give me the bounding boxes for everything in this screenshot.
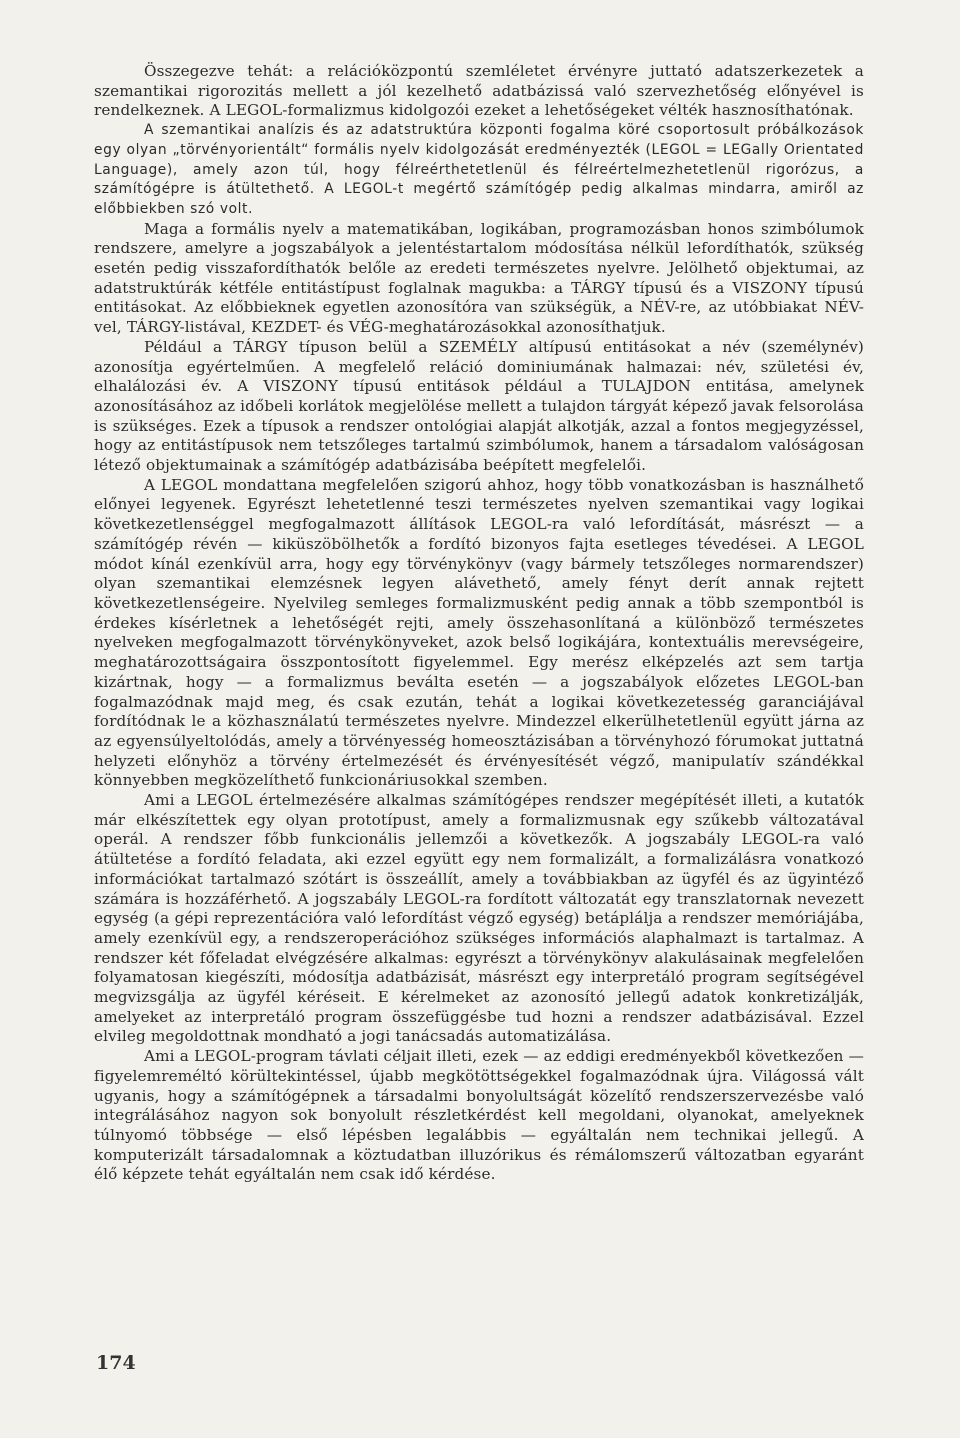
- paragraph-5: A LEGOL mondattana megfelelően szigorú ahhoz, hogy több vonatkozásban is használhető előnyei legyenek. Egyrészt lehetetlenné teszi természetes nyelven szemantikai vagy logikai következetlenséggel megfogalmazott állítások LEGOL-ra való lefordítását, másrészt — a számítógép révén — kiküszöbölhetők a fordító bizonyos fajta esetleges tévedései. A LEGOL módot kínál ezenkívül arra, hogy egy törvénykönyv (vagy bármely tetszőleges normarendszer) olyan szemantikai elemzésnek legyen alávethető, amely fényt derít annak rejtett következetlenségeire. Nyelvileg semleges formalizmusként pedig annak a több szempontból is érdekes kísérletnek a lehetőségét rejti, amely összehasonlítaná a különböző természetes nyelveken megfogalmazott törvénykönyveket, azok belső logikájára, kontextuális merevségeire, meghatározottságaira összpontosított figyelemmel. Egy merész elképzelés azt sem tartja kizártnak, hogy — a formalizmus beválta esetén — a jogszabályok előzetes LEGOL-ban fogalmazódnak majd meg, és csak ezután, tehát a logikai következetesség garanciájával fordítódnak le a közhasználatú természetes nyelvre. Mindezzel elkerülhetetlenül együtt járna az az egyensúlyeltolódás, amely a törvényesség homeosztázisában a törvényhozó fórumokat juttatná helyzeti előnyhöz a törvény értelmezését és érvényesítését végző, manipulatív szándékkal könnyebben megközelíthető funkcionáriusokkal szemben.: [94, 475, 864, 790]
- paragraph-2: A szemantikai analízis és az adatstruktúra központi fogalma köré csoportosult próbálkozások egy olyan „törvényorientált“ formális nyelv kidolgozását eredményezték (LEGOL = LEGally Orientated Language), amely azon túl, hogy félreérthetetlenül és félreértelmezhetetlenül rigorózus, a számítógépre is átültethető. A LEGOL-t megértő számítógép pedig alkalmas mindarra, amiről az előbbiekben szó volt.: [94, 122, 864, 217]
- paragraph-7: Ami a LEGOL-program távlati céljait illeti, ezek — az eddigi eredményekből következően — figyelemreméltó körültekintéssel, újabb megkötöttségekkel fogalmazódnak újra. Világossá vált ugyanis, hogy a számítógépnek a társadalmi bonyolultságát közelítő rendszerszervezésbe való integrálásához nagyon sok bonyolult részletkérdést kell megoldani, olyanokat, amelyeknek túlnyomó többsége — első lépésben legalábbis — egyáltalán nem technikai jellegű. A komputerizált társadalomnak a köztudatban illuzórikus és rémálomszerű változatban egyaránt élő képzete tehát egyáltalán nem csak idő kérdése.: [94, 1047, 864, 1184]
- paragraph-3: Maga a formális nyelv a matematikában, logikában, programozásban honos szimbólumok rendszere, amelyre a jogszabályok a jelentéstartalom módosítása nélkül lefordíthatók, szükség esetén pedig visszafordíthatók belőle az eredeti természetes nyelvre. Jelölhető objektumai, az adatstruktúrák kétféle entitástípust foglalnak magukba: a TÁRGY típusú és a VISZONY típusú entitásokat. Az előbbieknek egyetlen azonosítóra van szükségük, a NÉV-re, az utóbbiakat NÉV-vel, TÁRGY-listával, KEZDET- és VÉG-meghatározásokkal azonosíthatjuk.: [94, 219, 864, 337]
- body-text: [94, 62, 864, 1185]
- paragraph-4: Például a TÁRGY típuson belül a SZEMÉLY altípusú entitásokat a név (személynév) azonosítja egyértelműen. A megfelelő reláció dominiumának halmazai: név, születési év, elhalálozási év. A VISZONY típusú entitások például a TULAJDON entitása, amelynek azonosításához az időbeli korlátok megjelölése mellett a tulajdon tárgyát képező javak felsorolása is szükséges. Ezek a típusok a rendszer ontológiai alapját alkotják, azzal a fontos megjegyzéssel, hogy az entitástípusok nem tetszőleges tartalmú szimbólumok, hanem a társadalom valóságosan létező objektumainak a számítógép adatbázisába beépített megfelelői.: [94, 337, 864, 475]
- page-number: 174: [96, 1352, 136, 1374]
- paragraph-6: Ami a LEGOL értelmezésére alkalmas számítógépes rendszer megépítését illeti, a kutatók már elkészítettek egy olyan prototípust, amely a formalizmusnak egy szűkebb változatával operál. A rendszer főbb funkcionális jellemzői a következők. A jogszabály LEGOL-ra való átültetése a fordító feladata, aki ezzel együtt egy nem formalizált, a formalizálásra vonatkozó információkat tartalmazó szótárt is összeállít, amely a továbbiakban az ügyfél és az ügyintéző számára is hozzáférhető. A jogszabály LEGOL-ra fordított változatát egy transzlatornak nevezett egység (a gépi reprezentációra való lefordítást végző egység) betáplálja a rendszer memóriájába, amely ezenkívül egy, a rendszeroperációhoz szükséges információs alaphalmazt is tartalmaz. A rendszer két főfeladat elvégzésére alkalmas: egyrészt a törvénykönyv alakulásainak megfelelően folyamatosan kiegészíti, módosítja adatbázisát, másrészt egy interpretáló program segítségével megvizsgálja az ügyfél kéréseit. E kérelmeket az azonosító jellegű adatok konkretizálják, amelyeket az interpretáló program összefüggésbe tud hozni a rendszer adatbázisával. Ezzel elvileg megoldottnak mondható a jogi tanácsadás automatizálása.: [94, 791, 864, 1046]
- paragraph-1: Összegezve tehát: a relációközpontú szemléletet érvényre juttató adatszerkezetek a szemantikai rigorozitás mellett a jól kezelhető adatbázissá való szervezhetőség előnyével is rendelkeznek. A LEGOL-formalizmus kidolgozói ezeket a lehetőségeket vélték hasznosíthatónak.: [94, 62, 864, 120]
